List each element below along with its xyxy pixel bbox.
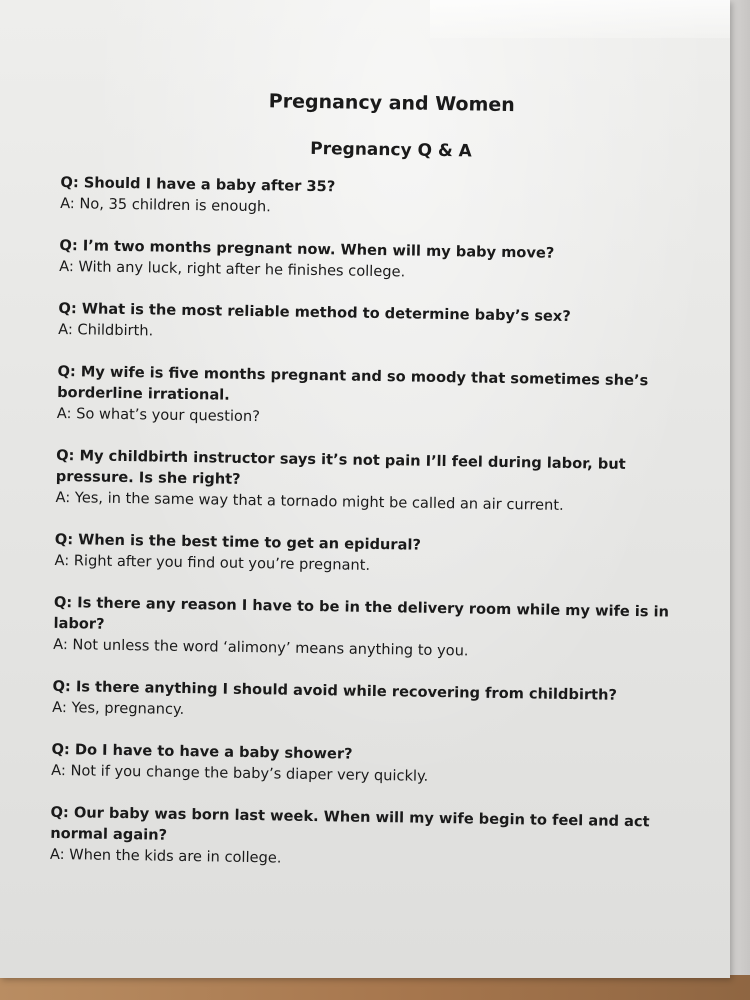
qa-list xyxy=(50,172,681,875)
qa-item xyxy=(59,235,680,287)
answer-text: A: No, 35 children is enough. xyxy=(60,194,271,216)
qa-item xyxy=(60,172,681,224)
qa-item xyxy=(50,802,671,875)
qa-item xyxy=(54,529,675,581)
question-text: Q: Is there anything I should avoid while recovering from childbirth? xyxy=(52,677,618,704)
question-text: Q: Should I have a baby after 35? xyxy=(60,173,336,196)
question-text: Q: What is the most reliable method to determine baby’s sex? xyxy=(58,299,571,326)
question-text: Q: My childbirth instructor says it’s not pain I’ll feel during labor, but pressure. Is she right? xyxy=(55,446,626,488)
answer-text: A: Yes, pregnancy. xyxy=(52,698,185,718)
qa-item xyxy=(58,298,679,350)
document-title: Pregnancy and Women xyxy=(268,90,515,117)
answer-text: A: So what’s your question? xyxy=(56,404,261,426)
qa-item xyxy=(51,739,672,791)
tape-strip xyxy=(430,0,730,38)
answer-text: A: Yes, in the same way that a tornado might be called an air current. xyxy=(55,488,564,514)
answer-text: A: When the kids are in college. xyxy=(49,845,282,867)
document-content xyxy=(49,86,681,896)
question-text: Q: When is the best time to get an epidural? xyxy=(54,530,422,554)
answer-text: A: Not if you change the baby’s diaper very quickly. xyxy=(51,761,429,785)
qa-item xyxy=(52,676,673,728)
question-text: Q: Our baby was born last week. When will my wife begin to feel and act normal again? xyxy=(50,803,650,844)
background-wall xyxy=(728,0,750,1000)
qa-item xyxy=(57,361,678,434)
qa-item xyxy=(53,592,674,665)
document-subtitle: Pregnancy Q & A xyxy=(310,138,472,162)
qa-item xyxy=(55,445,676,518)
question-text: Q: Do I have to have a baby shower? xyxy=(51,740,353,763)
question-text: Q: Is there any reason I have to be in the delivery room while my wife is in labor? xyxy=(53,593,670,633)
question-text: Q: I’m two months pregnant now. When will my baby move? xyxy=(59,236,555,262)
question-text: Q: My wife is five months pregnant and so moody that sometimes she’s borderline irrational. xyxy=(57,362,649,404)
wooden-surface xyxy=(0,975,750,1000)
answer-text: A: Not unless the word ‘alimony’ means anything to you. xyxy=(53,635,469,660)
answer-text: A: With any luck, right after he finishes college. xyxy=(59,257,406,281)
answer-text: A: Right after you find out you’re pregnant. xyxy=(54,551,371,574)
answer-text: A: Childbirth. xyxy=(58,320,154,340)
